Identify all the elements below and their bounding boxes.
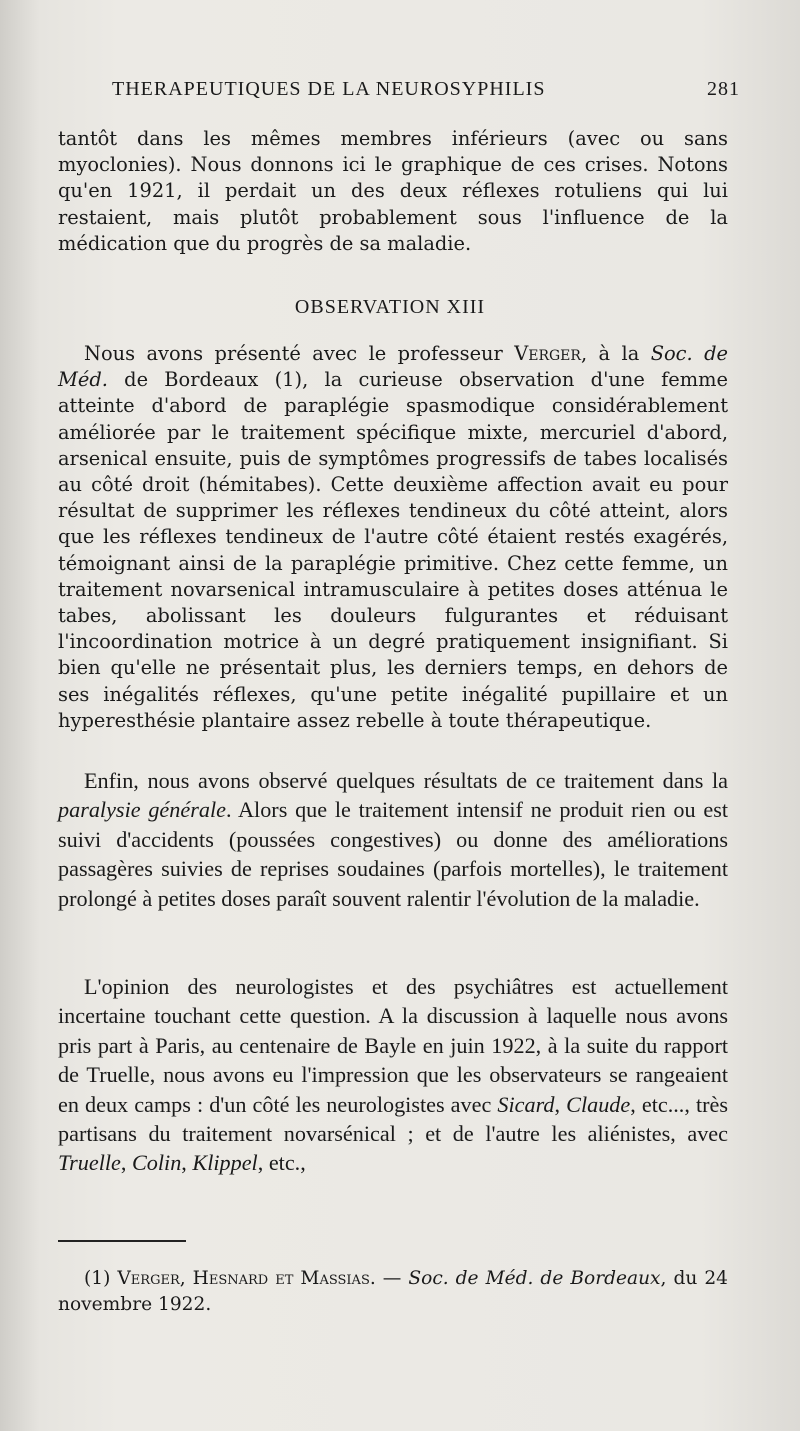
text-run: , à la: [580, 342, 651, 365]
footnote: [58, 1266, 728, 1318]
paragraph-text: [58, 766, 728, 913]
observation-paragraph: [58, 341, 728, 734]
paragraph-general-paralysis: [58, 766, 728, 913]
text-run: , etc.,: [257, 1150, 306, 1176]
text-run: ,: [554, 1091, 567, 1117]
author-name: Sicard: [497, 1091, 555, 1117]
author-name: Klippel: [192, 1150, 258, 1176]
text-run: ,: [181, 1150, 193, 1176]
footnote-text: [58, 1266, 728, 1318]
society-name: Soc. de Méd.: [58, 342, 728, 392]
running-title: THERAPEUTIQUES DE LA NEUROSYPHILIS: [112, 78, 546, 100]
footnote-authors: Verger, Hesnard et Massias.: [117, 1268, 376, 1289]
text-run: ,: [120, 1150, 132, 1176]
page-number: 281: [707, 78, 740, 100]
emphasis-term: paralysie générale: [58, 797, 226, 823]
author-name: Claude: [566, 1091, 631, 1117]
author-name: Truelle: [58, 1150, 121, 1176]
observation-heading: OBSERVATION XIII: [294, 296, 486, 318]
text-run: de Bordeaux (1), la curieuse observation d'une femme atteinte d'abord de paraplégie spasmodique considérablement améliorée par le traitement spécifique mixte, mercuriel d'abord, arsenical ensuite, puis de symptômes progressifs de tabes localisés au côté droit (hémitabes). Cette deuxième affection avait eu pour résultat de supprimer les réflexes tendineux du côté atteint, alors que les réflexes tendineux de l'autre côté étaient restés exagérés, témoignant ainsi de la paraplégie primitive. Chez cette femme, un traitement novarsenical intramusculaire à petites doses atténua le tabes, abolissant les douleurs fulgurantes et réduisant l'incoordination motrice à un degré pratiquement insignifiant. Si bien qu'elle ne présentait plus, les derniers temps, en dehors de ses inégalités réflexes, qu'une petite inégalité pupillaire et un hyperesthésie plantaire assez rebelle à toute thérapeutique.: [58, 368, 728, 732]
text-run: —: [375, 1268, 409, 1289]
running-header: [112, 78, 740, 101]
paragraph-continued: [58, 126, 728, 257]
footnote-date: , du 24 novembre 1922.: [58, 1268, 729, 1316]
author-name: Verger: [514, 342, 581, 365]
paragraph-text: tantôt dans les mêmes membres inférieurs (avec ou sans myoclonies). Nous donnons ici le graphique de ces crises. Notons qu'en 1921, il perdait un des deux réflexes rotuliens qui lui restaient, mais plutôt probablement sous l'influence de la médication que du progrès de sa maladie.: [58, 127, 728, 255]
text-run: Nous avons présenté avec le professeur: [84, 342, 515, 365]
paragraph-opinion: [58, 972, 728, 1178]
footnote-mark: (1): [84, 1268, 118, 1289]
text-run: Enfin, nous avons observé quelques résultats de ce traitement dans la: [84, 768, 728, 793]
text-run: , etc..., très partisans du traitement novarsénical ; et de l'autre les aliénistes, avec: [58, 1091, 729, 1147]
observation-text: [58, 341, 728, 734]
text-run: L'opinion des neurologistes et des psychiâtres est actuellement incertaine touchant cette question. A la discussion à laquelle nous avons pris part à Paris, au centenaire de Bayle en juin 1922, à la suite du rapport de Truelle, nous avons eu l'impression que les observateurs se rangeaient en deux camps : d'un côté les neurologistes avec: [58, 974, 728, 1117]
footnote-journal: Soc. de Méd. de Bordeaux: [408, 1268, 661, 1289]
author-name: Colin: [131, 1150, 182, 1176]
paragraph-text: [58, 972, 728, 1178]
text-run: . Alors que le traitement intensif ne produit rien ou est suivi d'accidents (poussées congestives) ou donne des améliorations passagères suivies de reprises soudaines (parfois mortelles), le traitement prolongé à petites doses paraît souvent ralentir l'évolution de la maladie.: [58, 797, 728, 911]
footnote-divider: [58, 1240, 186, 1242]
